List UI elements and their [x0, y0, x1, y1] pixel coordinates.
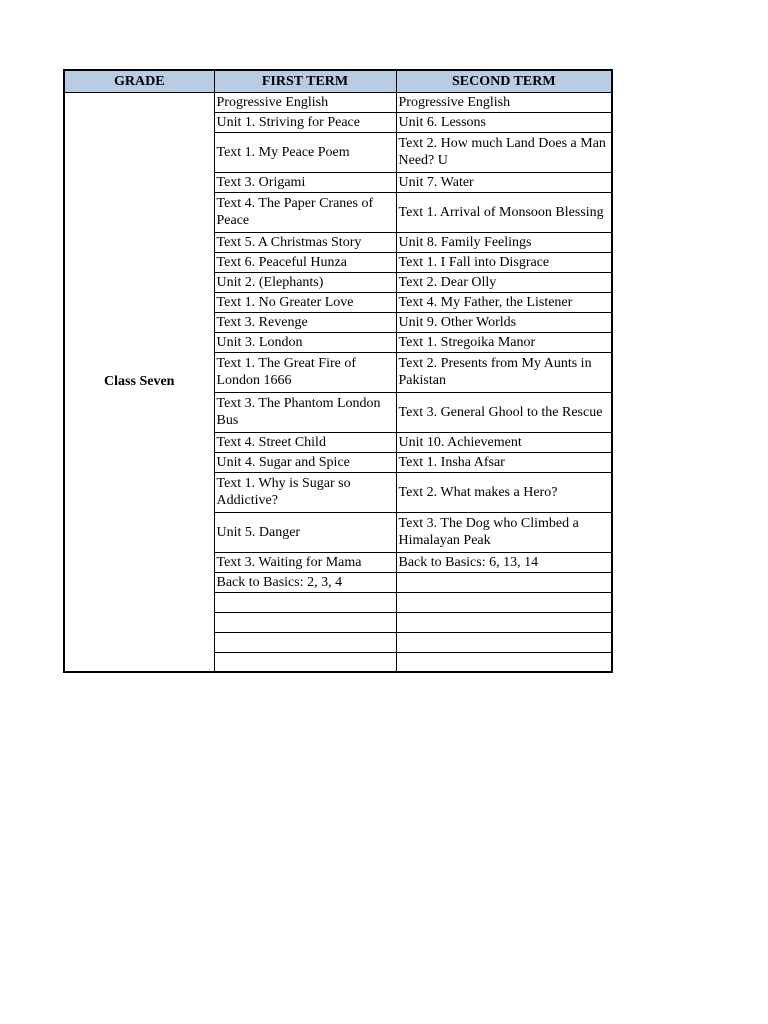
first-term-cell: Text 1. My Peace Poem: [214, 132, 396, 172]
second-term-cell: [396, 632, 612, 652]
first-term-cell: Unit 4. Sugar and Spice: [214, 452, 396, 472]
second-term-cell: [396, 572, 612, 592]
first-term-cell: Text 3. Waiting for Mama: [214, 552, 396, 572]
first-term-cell: [214, 592, 396, 612]
first-term-cell: Unit 1. Striving for Peace: [214, 112, 396, 132]
first-term-cell: Unit 2. (Elephants): [214, 272, 396, 292]
second-term-cell: Text 1. Insha Afsar: [396, 452, 612, 472]
second-term-cell: [396, 652, 612, 672]
first-term-cell: Unit 3. London: [214, 332, 396, 352]
second-term-cell: Text 1. Arrival of Monsoon Blessing: [396, 192, 612, 232]
second-term-cell: Text 2. What makes a Hero?: [396, 472, 612, 512]
table-header: [64, 70, 612, 92]
second-term-cell: Text 2. How much Land Does a Man Need? U: [396, 132, 612, 172]
second-term-cell: Unit 7. Water: [396, 172, 612, 192]
second-term-cell: Back to Basics: 6, 13, 14: [396, 552, 612, 572]
first-term-cell: Text 1. Why is Sugar so Addictive?: [214, 472, 396, 512]
first-term-cell: [214, 652, 396, 672]
first-term-cell: Text 5. A Christmas Story: [214, 232, 396, 252]
first-term-cell: Text 3. Origami: [214, 172, 396, 192]
second-term-cell: Unit 9. Other Worlds: [396, 312, 612, 332]
syllabus-table: [63, 69, 613, 673]
first-term-cell: Unit 5. Danger: [214, 512, 396, 552]
first-term-cell: [214, 632, 396, 652]
second-term-cell: Text 2. Presents from My Aunts in Pakistan: [396, 352, 612, 392]
header-grade: GRADE: [64, 70, 214, 92]
first-term-cell: Text 3. Revenge: [214, 312, 396, 332]
first-term-cell: Text 4. The Paper Cranes of Peace: [214, 192, 396, 232]
second-term-cell: Text 1. I Fall into Disgrace: [396, 252, 612, 272]
second-term-cell: Unit 6. Lessons: [396, 112, 612, 132]
second-term-cell: Text 1. Stregoika Manor: [396, 332, 612, 352]
first-term-cell: Back to Basics: 2, 3, 4: [214, 572, 396, 592]
second-term-cell: [396, 592, 612, 612]
first-term-cell: Text 1. The Great Fire of London 1666: [214, 352, 396, 392]
second-term-cell: Text 3. The Dog who Climbed a Himalayan Peak: [396, 512, 612, 552]
second-term-cell: Progressive English: [396, 92, 612, 112]
first-term-cell: Progressive English: [214, 92, 396, 112]
first-term-cell: [214, 612, 396, 632]
grade-cell: Class Seven: [64, 92, 214, 672]
second-term-cell: Unit 10. Achievement: [396, 432, 612, 452]
second-term-cell: [396, 612, 612, 632]
header-first-term: FIRST TERM: [214, 70, 396, 92]
second-term-cell: Unit 8. Family Feelings: [396, 232, 612, 252]
header-row: [64, 70, 612, 92]
second-term-cell: Text 2. Dear Olly: [396, 272, 612, 292]
header-second-term: SECOND TERM: [396, 70, 612, 92]
first-term-cell: Text 1. No Greater Love: [214, 292, 396, 312]
first-term-cell: Text 4. Street Child: [214, 432, 396, 452]
first-term-cell: Text 6. Peaceful Hunza: [214, 252, 396, 272]
table-row: [64, 92, 612, 112]
second-term-cell: Text 4. My Father, the Listener: [396, 292, 612, 312]
second-term-cell: Text 3. General Ghool to the Rescue: [396, 392, 612, 432]
first-term-cell: Text 3. The Phantom London Bus: [214, 392, 396, 432]
table-body: [64, 92, 612, 672]
